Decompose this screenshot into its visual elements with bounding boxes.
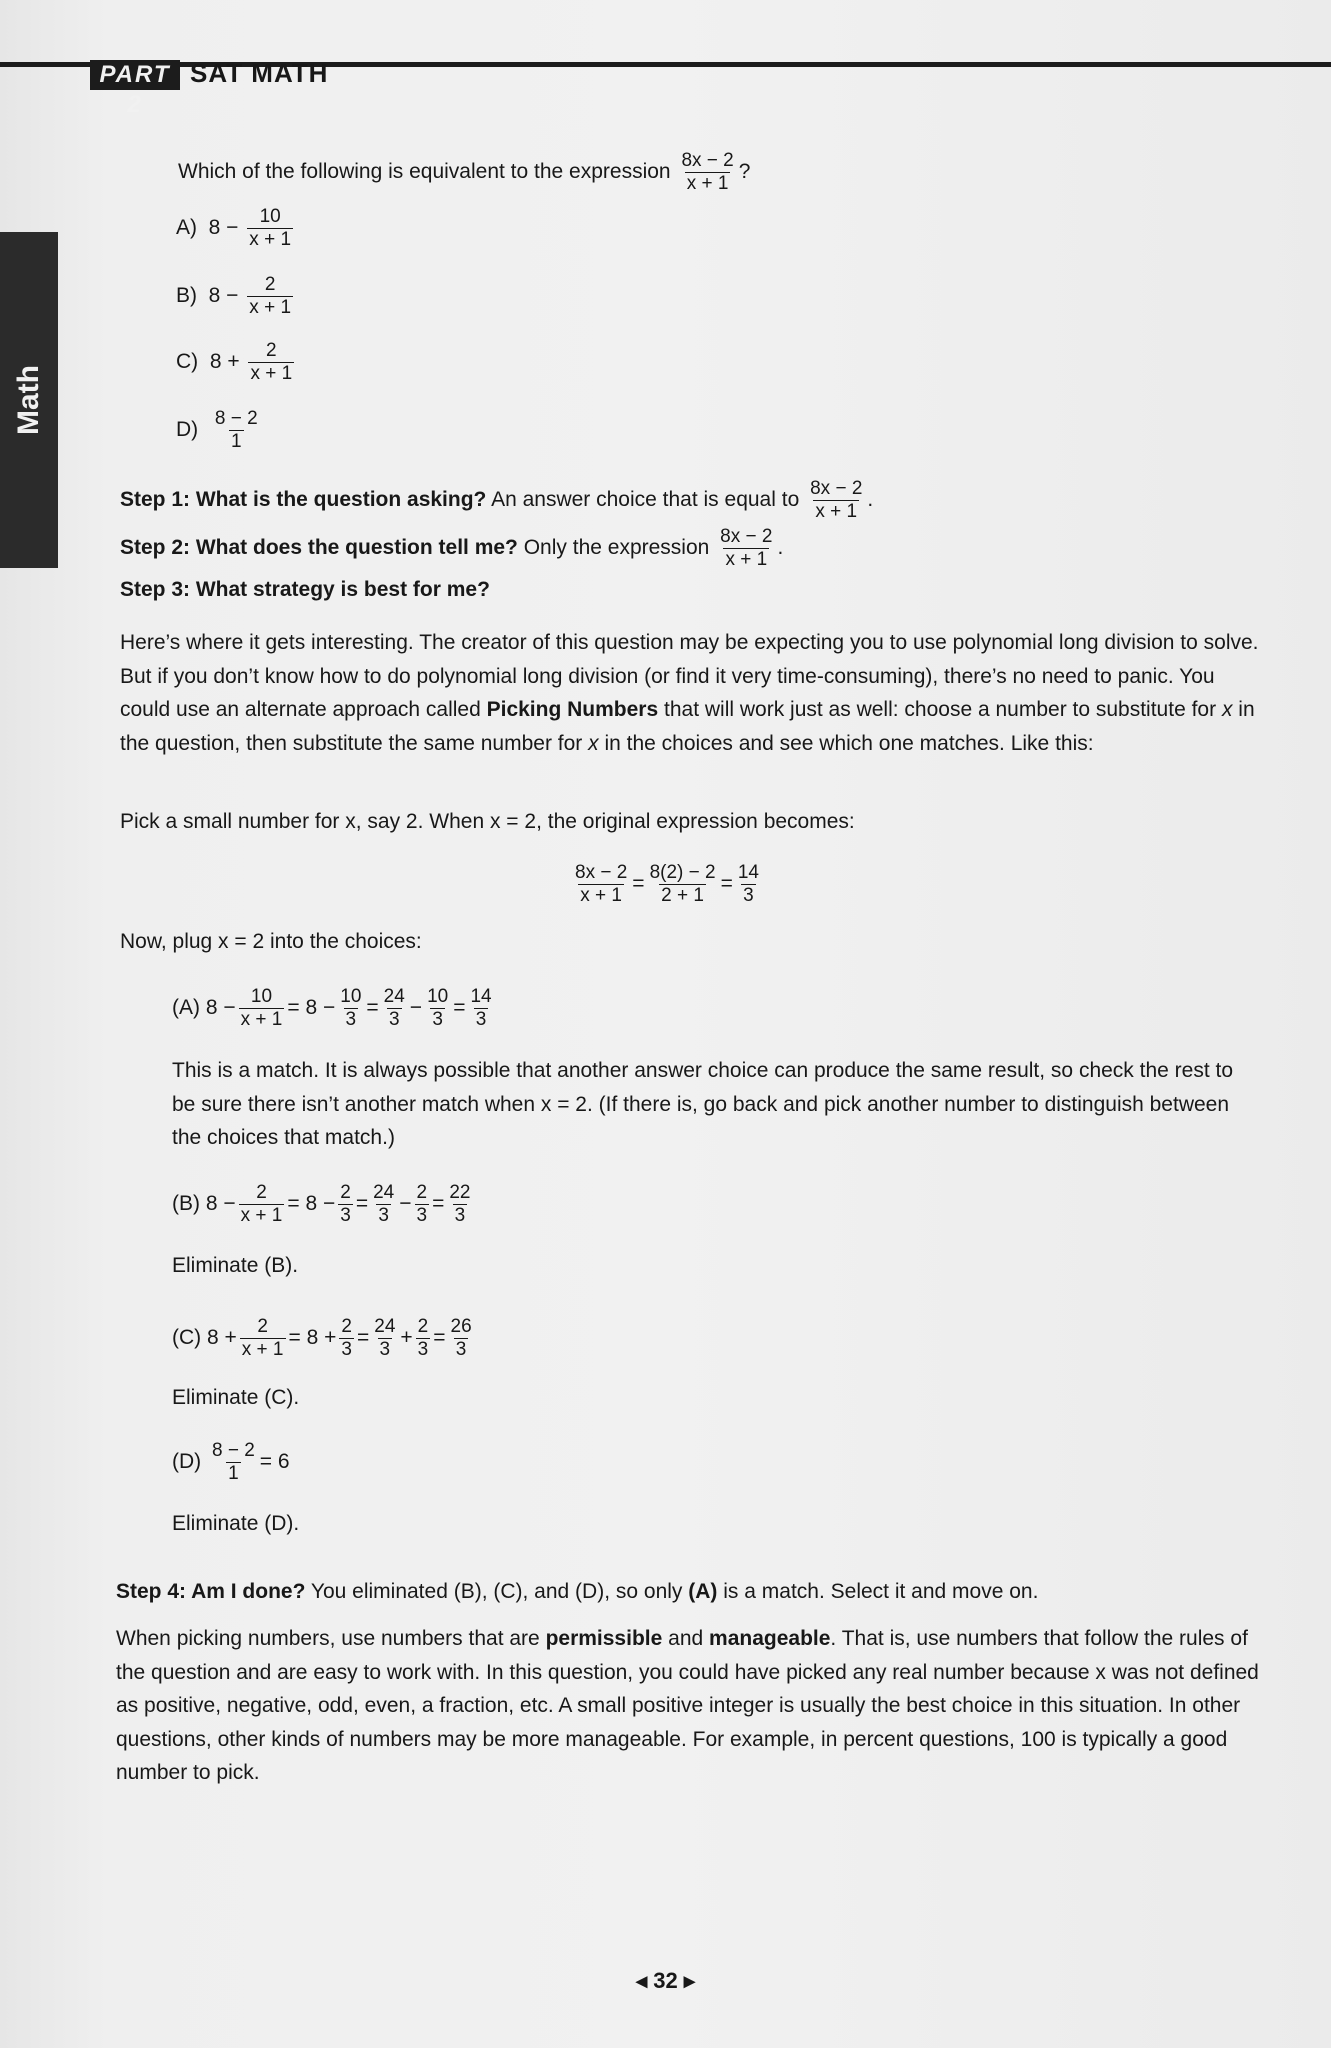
- choice-c-note: Eliminate (C).: [172, 1386, 300, 1409]
- choice-c: C) 8 + $\frac{2}{x + 1}$: [176, 340, 293, 384]
- choice-b-note: Eliminate (B).: [172, 1254, 299, 1277]
- question-stem: Which of the following is equivalent to the expression $\frac{8x - 2}{x + 1}$ ?: [178, 150, 751, 194]
- step-2: Step 2: What does the question tell me? Only the expression $\frac{8x - 2}{x + 1}$ .: [120, 526, 784, 570]
- work-choice-a: (A) 8 − $\frac{10}{x + 1}$ = 8 − $\frac{10}{3}$ = $\frac{24}{3}$ − $\frac{10}{3}$ = $\frac{14}{3}$: [172, 986, 492, 1030]
- side-tab-label: Math: [12, 365, 45, 435]
- plug-in-instruction: Now, plug x = 2 into the choices:: [120, 930, 422, 953]
- choice-d-note: Eliminate (D).: [172, 1512, 300, 1535]
- step-1: Step 1: What is the question asking? An answer choice that is equal to $\frac{8x - 2}{x + 1}$ .: [120, 478, 874, 522]
- choice-d: D) $\frac{8 - 2}{1}$: [176, 408, 258, 452]
- part-label: PART 2: [90, 60, 180, 90]
- question-expression: $\frac{8x - 2}{x + 1}$: [681, 150, 734, 194]
- work-choice-d: (D) $\frac{8 - 2}{1}$ = 6: [172, 1440, 290, 1484]
- section-title: SAT MATH: [190, 58, 329, 88]
- paragraph-pick-small-number: Pick a small number for x, say 2. When x = 2, the original expression becomes:: [120, 810, 855, 833]
- choice-a-note: This is a match. It is always possible that another answer choice can produce the same result, so check the rest to be sure there isn’t another match when x = 2. (If there is, go back and pick another number to distinguish between the choices that match.): [172, 1059, 1234, 1149]
- step-4: Step 4: Am I done? You eliminated (B), (C), and (D), so only (A) is a match. Select it and move on.: [116, 1580, 1039, 1603]
- original-expression-evaluation: $\frac{8x - 2}{x + 1}$ = $\frac{8(2) - 2}{2 + 1}$ = $\frac{14}{3}$: [575, 862, 759, 906]
- paragraph-picking-numbers: Here’s where it gets interesting. The creator of this question may be expecting you to use polynomial long division to solve. But if you don’t know how to do polynomial long division (or find it very time-consuming), there’s no need to panic. You could use an alternate approach called Picking Numbers that will work just as well: choose a number to substitute for x in the question, then substitute the same number for x in the choices and see which one matches. Like this:: [120, 631, 1259, 755]
- side-tab: [0, 232, 58, 568]
- choice-b: B) 8 − $\frac{2}{x + 1}$: [176, 274, 292, 318]
- choice-a: A) 8 − $\frac{10}{x + 1}$: [176, 206, 292, 250]
- step-3: Step 3: What strategy is best for me?: [120, 578, 490, 601]
- work-choice-c: (C) 8 + $\frac{2}{x + 1}$ = 8 + $\frac{2}{3}$ = $\frac{24}{3}$ + $\frac{2}{3}$ = $\frac{26}{3}$: [172, 1316, 472, 1360]
- page-number: ◂ 32 ▸: [636, 1968, 695, 1993]
- work-choice-b: (B) 8 − $\frac{2}{x + 1}$ = 8 − $\frac{2}{3}$ = $\frac{24}{3}$ − $\frac{2}{3}$ = $\frac{22}{3}$: [172, 1182, 471, 1226]
- paragraph-permissible-manageable: When picking numbers, use numbers that are permissible and manageable. That is, use numbers that follow the rules of the question and are easy to work with. In this question, you could have picked any real number because x was not defined as positive, negative, odd, even, a fraction, etc. A small positive integer is usually the best choice in this situation. In other questions, other kinds of numbers may be more manageable. For example, in percent questions, 100 is typically a good number to pick.: [116, 1627, 1259, 1784]
